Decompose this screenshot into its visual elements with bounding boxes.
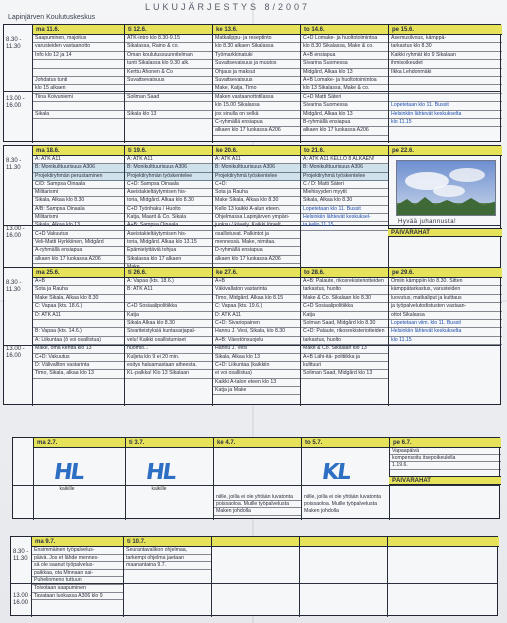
- schedule-entry: tarkastus, huolto: [301, 337, 388, 345]
- schedule-entry: Timo, Midgård. Alkaa klo 8.15: [213, 295, 300, 303]
- week-4-table: [12, 437, 500, 519]
- schedule-entry: D: Välivallton vastarinta: [33, 362, 124, 370]
- day-entries: [389, 35, 502, 127]
- schedule-entry: Sikala: [33, 111, 124, 119]
- schedule-entry: Johdatus tunti: [33, 77, 124, 85]
- schedule-entry: Katja: [301, 312, 388, 320]
- schedule-entry: Sivariteistyksiä kuntasarjapal-: [125, 328, 212, 336]
- schedule-entry: C+D Matti Säteri: [301, 94, 388, 102]
- schedule-entry: alkaen klo 17 luokassa A206: [213, 127, 300, 135]
- schedule-entry: niille, joilla ei ole yhtään luvatonta: [214, 494, 301, 501]
- schedule-entry: kämppätarkastus, varusteiden: [389, 286, 502, 294]
- day-entries: [301, 35, 388, 136]
- schedule-entry: C+D Lomake- ja huoltotoimintoa: [301, 35, 388, 43]
- day-header: to 14.6.: [300, 25, 388, 35]
- schedule-entry: A+B: [213, 278, 300, 286]
- schedule-entry: alkaen klo 17 luokassa A206: [301, 127, 388, 135]
- schedule-entry: Militarismi: [33, 214, 124, 222]
- day-entries: [33, 156, 124, 264]
- day-entries: [301, 278, 388, 379]
- schedule-entry: Saapuminen, majoitus: [33, 35, 124, 43]
- schedule-entry: Maken johdolla: [214, 508, 301, 515]
- day-header: to 28.6.: [300, 268, 388, 278]
- time-label: 8.30 -: [13, 549, 29, 555]
- time-label: 8.30 -: [6, 37, 22, 43]
- day-header: ke 13.6.: [212, 25, 300, 35]
- schedule-entry: A+B Lähi-itä- politiikka ja: [301, 354, 388, 362]
- day-header: pe 29.6.: [388, 268, 502, 278]
- time-label: 13.00 -: [6, 346, 25, 353]
- schedule-entry: juoksu / kävely. Kaikki lörvelt: [213, 222, 300, 230]
- schedule-entry: alkaen klo 17 luokassa A206: [33, 256, 124, 264]
- schedule-entry: Ohjaus ja maksut: [213, 69, 300, 77]
- schedule-entry: Vapaapäivä: [390, 448, 501, 455]
- schedule-entry: niille, joilla ei ole yhtään luvatonta: [304, 494, 381, 500]
- allowance-bar: PÄIVÄRAHAT: [389, 476, 501, 485]
- schedule-entry: [33, 320, 124, 328]
- schedule-entry: sä ole saanut työpalvelus-: [32, 562, 123, 570]
- time-label: 11.30: [6, 287, 21, 293]
- schedule-entry: alkaen klo 17 luokassa A206: [213, 256, 300, 264]
- day-header: pe 15.6.: [388, 25, 502, 35]
- schedule-entry: poissaoloa. Muille työpalvelusta: [304, 500, 377, 507]
- schedule-entry: Tavataan luokassa A306 klo 9: [32, 593, 123, 601]
- day-header: ti 19.6.: [124, 146, 212, 156]
- day-column: [301, 448, 389, 520]
- day-entries: [213, 35, 300, 136]
- schedule-entry: A/B: Sampsa Oinaala: [33, 206, 124, 214]
- schedule-entry: klo 8.30 Sikalassa, Make & co.: [301, 43, 388, 51]
- schedule-entry: varusteiden vastaanotto: [33, 43, 124, 51]
- schedule-entry: Asemusilvous, kämppä-: [389, 35, 502, 43]
- schedule-entry: A+B: [33, 278, 124, 286]
- day-column: [125, 448, 213, 520]
- schedule-entry: ja työpalvelutodistusten vastaan-: [389, 303, 502, 311]
- day-entries: [125, 156, 212, 272]
- schedule-entry: huomio...: [125, 345, 212, 353]
- schedule-entry: Helsinkiin lähtevät keskukselta: [389, 328, 502, 336]
- schedule-entry: Veli-Matti Hyrkkiinen, Midgård: [33, 239, 124, 247]
- photo-caption: Hyvää juhannusta!: [398, 219, 457, 225]
- schedule-entry: Kello 13 kaikki A-alun eteen.: [213, 206, 300, 214]
- schedule-entry: ATK-intro klo 8.30-9.15: [125, 35, 212, 43]
- schedule-entry: Tiina Koivuniemi: [33, 94, 124, 102]
- day-column: [212, 35, 300, 143]
- day-entries: [213, 278, 300, 395]
- day-column: [124, 35, 212, 143]
- schedule-entry: Ensimmäinen työpalvelus-: [32, 547, 123, 555]
- day-entries: [33, 278, 124, 379]
- schedule-entry: Sikala, Alkaa klo 8.30: [33, 197, 124, 205]
- week-5-table: [10, 536, 498, 616]
- day-column: [33, 448, 125, 520]
- schedule-entry: Ilkka Lehdonmäki: [389, 69, 502, 77]
- schedule-entry: tarkastus, huolto: [301, 286, 388, 294]
- day-header: to 21.6.: [300, 146, 388, 156]
- schedule-entry: Hannu J. Vesi, Sikala, klo 8.30: [213, 328, 300, 336]
- schedule-entry: Midgård, Alkaa klo 13: [301, 69, 388, 77]
- day-column: [32, 35, 124, 143]
- schedule-entry: D: ATK A11: [33, 312, 124, 320]
- schedule-entry: velu! Kaikki osallistumiset: [125, 337, 212, 345]
- day-entries: [301, 156, 388, 231]
- day-entries: [125, 35, 212, 119]
- schedule-entry: Sikalassa, Raino & co.: [125, 43, 212, 51]
- time-label: 16.00: [13, 600, 29, 607]
- schedule-entry: [389, 94, 502, 102]
- schedule-entry: kulttuuri: [301, 362, 388, 370]
- schedule-entry: Puhelinmeno tuttuun: [32, 577, 123, 585]
- day-entries: [32, 547, 123, 600]
- day-notes: [302, 494, 389, 515]
- week-1-table: [3, 24, 501, 142]
- day-header: ma 11.6.: [32, 25, 124, 35]
- schedule-entry: Omiin kämppiin klo 8.30. Sitten: [389, 278, 502, 286]
- time-label: 8.30 -: [6, 158, 22, 164]
- day-column: [300, 35, 388, 143]
- holiday-logo-icon: [52, 460, 85, 492]
- schedule-entry: Työmarkkinatuki: [213, 52, 300, 60]
- logo-text: KL: [320, 460, 351, 485]
- schedule-entry: Sikala, Alkaa klo 13: [213, 354, 300, 362]
- schedule-entry: Solman Saad, Midgård klo 8.30: [301, 320, 388, 328]
- schedule-entry: Katja: [125, 312, 212, 320]
- schedule-entry: Sota ja Rauha: [33, 286, 124, 294]
- schedule-entry: [389, 77, 502, 85]
- schedule-entry: tarkempi ohjelma jaetaan: [124, 555, 211, 563]
- schedule-entry: Sivarina Suomessa: [301, 102, 388, 110]
- day-entries: [125, 278, 212, 379]
- schedule-entry: tunti Sikalassa klo 9.30 alk.: [125, 60, 212, 68]
- schedule-entry: C+D: Sampsa Oinaala: [125, 181, 212, 189]
- day-header: [211, 537, 299, 547]
- day-header: [387, 537, 499, 547]
- day-column: [213, 448, 301, 520]
- schedule-entry: klo 15.00 Sikalassa: [213, 102, 300, 110]
- schedule-entry: C+D Sosiaalipolitiikka: [125, 303, 212, 311]
- logo-caption: kaikille: [151, 486, 167, 492]
- schedule-entry: A: ATK A11: [33, 156, 124, 164]
- schedule-entry: esitys haluamastaan aiheesta.: [125, 362, 212, 370]
- schedule-entry: Projektiryhmän perustaminen: [33, 173, 124, 181]
- schedule-entry: D-ryhmällä ensiapua: [213, 247, 300, 255]
- schedule-entry: Toivotaan saapuminen: [32, 585, 123, 593]
- time-label: 13.00 -: [6, 95, 25, 102]
- schedule-entry: Projektiryhmän työskentelee: [125, 173, 212, 181]
- logo-text: HL: [52, 460, 85, 485]
- schedule-entry: C+D:: [213, 181, 300, 189]
- time-label: 11.30: [6, 165, 21, 171]
- day-header: pe 6.7.: [389, 438, 501, 448]
- schedule-entry: C+D Vakuutus: [33, 231, 124, 239]
- day-header: ti 3.7.: [125, 438, 213, 448]
- schedule-entry: Make, Katja, Timo: [213, 85, 300, 93]
- schedule-entry: Hannu J. Vesi: [213, 345, 300, 353]
- schedule-entry: Aseistakieltäytymisen his-: [125, 189, 212, 197]
- organization-name: Lapinjärven Koulutuskeskus: [8, 14, 96, 21]
- schedule-entry: Matkalippu- ja reseptinto: [213, 35, 300, 43]
- schedule-entry: [33, 60, 124, 68]
- schedule-entry: klo 11.15: [389, 337, 502, 345]
- schedule-entry: osallistuvat. Palkintot ja: [213, 231, 300, 239]
- schedule-entry: poissaoloa. Muille työpalvelusta: [214, 501, 301, 508]
- schedule-entry: Sota ja Rauha: [213, 189, 300, 197]
- schedule-entry: Katja ja Make: [213, 387, 300, 395]
- day-column: [388, 35, 502, 143]
- day-entries: [390, 448, 501, 470]
- schedule-entry: A+B: Sampsa Oinaala: [125, 222, 212, 230]
- schedule-entry: [125, 295, 212, 303]
- day-entries: [213, 156, 300, 264]
- schedule-entry: Sikala Alkaa klo 8.30: [125, 320, 212, 328]
- schedule-entry: ei voi osallistua): [213, 370, 300, 378]
- day-column: [211, 547, 299, 617]
- schedule-entry: [125, 102, 212, 110]
- day-entries: [389, 278, 502, 345]
- schedule-entry: Väkivallaton vastarinta: [213, 286, 300, 294]
- schedule-entry: Miehisyyden myytit: [301, 189, 388, 197]
- schedule-entry: A-ryhmällä ensiapua: [33, 247, 124, 255]
- schedule-entry: Suvaitsevaisuus: [213, 77, 300, 85]
- allowance-bar: PÄIVÄRAHAT: [388, 228, 502, 237]
- day-entries: [33, 35, 124, 119]
- time-label: 16.00: [6, 102, 22, 109]
- schedule-entry: Sikala, Alkaa klo 8.30: [301, 197, 388, 205]
- schedule-entry: C+D: Sivariopainen: [213, 320, 300, 328]
- schedule-entry: Soliman Saad, Midgård klo 13: [301, 370, 388, 378]
- page-title: LUKUJÄRJESTYS 8/2007: [145, 2, 311, 12]
- holiday-logo-icon: [144, 460, 177, 492]
- schedule-entry: Kaikki ryhmät klo 9 Sikalaan: [389, 52, 502, 60]
- schedule-entry: C: Vapaa (kts. 18.6.): [33, 303, 124, 311]
- day-header: ke 20.6.: [212, 146, 300, 156]
- schedule-entry: päivä. Jos et lähde mennes-: [32, 555, 123, 563]
- schedule-entry: toria, Midgård. Alkaa klo 8.30: [125, 197, 212, 205]
- schedule-entry: Sikala, Alkaa klo 13: [33, 222, 124, 230]
- schedule-entry: A: Vapaa (kts. 18.6.): [125, 278, 212, 286]
- schedule-entry: Make, oma kenttä klo 13: [33, 345, 124, 353]
- schedule-entry: Projektiryhmä työskentelee: [213, 173, 300, 181]
- time-label: 11.30: [13, 556, 28, 562]
- schedule-entry: [389, 85, 502, 93]
- schedule-entry: [125, 85, 212, 93]
- day-entries: [214, 494, 301, 516]
- schedule-entry: C / D: Matti Säteri: [301, 181, 388, 189]
- schedule-entry: toria, Midgård. Alkaa klo 13.15: [125, 239, 212, 247]
- schedule-entry: ta kello 11.15: [301, 222, 388, 230]
- schedule-entry: A: ATK A11: [213, 156, 300, 164]
- schedule-entry: C+D Sosiaalipolitiikka: [301, 303, 388, 311]
- schedule-entry: B: Monikulttuurisuus A306: [33, 164, 124, 172]
- day-header: ti 12.6.: [124, 25, 212, 35]
- logo-caption: kaikille: [59, 486, 75, 492]
- schedule-entry: Make Sikala, Alkaa klo 8.30: [33, 295, 124, 303]
- day-header: ke 27.6.: [212, 268, 300, 278]
- day-column: [31, 547, 123, 617]
- day-header: ti 26.6.: [124, 268, 212, 278]
- day-header: ma 25.6.: [32, 268, 124, 278]
- schedule-entry: C+D: Vakuutus: [33, 354, 124, 362]
- schedule-entry: kompensoitu itsepoikeulella: [390, 455, 501, 462]
- schedule-entry: D: ATK A11: [213, 312, 300, 320]
- day-header: to 5.7.: [301, 438, 389, 448]
- day-header: pe 22.6.: [388, 146, 502, 156]
- schedule-entry: Seurantavalikon ohjelmaa,: [124, 547, 211, 555]
- schedule-entry: Suvaitsevaisuus ja muutos: [213, 60, 300, 68]
- day-column: [300, 278, 388, 406]
- schedule-entry: Lopetetaan klo 11. Bussit: [301, 206, 388, 214]
- schedule-entry: B: Monikulttuurisuus A306: [125, 164, 212, 172]
- day-header: ma 2.7.: [33, 438, 125, 448]
- time-column: [4, 280, 31, 404]
- schedule-entry: A: Liikuntaa (ō voi osallistua): [33, 337, 124, 345]
- schedule-entry: C: Vapaa (kts. 19.6.): [213, 303, 300, 311]
- schedule-entry: klo 15 alkaen: [33, 85, 124, 93]
- schedule-entry: B: Monikulttuurisuus A306: [213, 164, 300, 172]
- schedule-entry: Kuljeta klo 9 ei 20 min.: [125, 354, 212, 362]
- schedule-entry: Ohjelmassa Lapinjärven ympäri-: [213, 214, 300, 222]
- week-3-table: [3, 267, 501, 405]
- day-column: [124, 278, 212, 406]
- schedule-entry: Kaikki A-talon eteen klo 13: [213, 379, 300, 387]
- schedule-entry: A: ATK A11: [125, 156, 212, 164]
- time-label: 16.00: [6, 233, 22, 240]
- schedule-entry: C+D Työnhaku / Huolto: [125, 206, 212, 214]
- schedule-entry: C+D: Liikuntaa (kaikkiin: [213, 362, 300, 370]
- schedule-entry: Sikalassa klo 17 alkaen: [125, 256, 212, 264]
- schedule-entry: paikkaa, ota Minnaan sai-: [32, 570, 123, 578]
- schedule-entry: C/D: Sampsa Oinaala: [33, 181, 124, 189]
- day-column: [387, 547, 499, 617]
- schedule-entry: B: ATK A11: [125, 286, 212, 294]
- time-column: [4, 37, 31, 141]
- schedule-entry: Katja, Maarit & Co. Sikala: [125, 214, 212, 222]
- schedule-entry: C+D: Palaute, rikosrekisteriotteiden: [301, 328, 388, 336]
- day-header: ma 18.6.: [32, 146, 124, 156]
- time-label: 16.00: [6, 353, 22, 360]
- logo-text: HL: [144, 460, 177, 485]
- schedule-entry: Info klo 12 ja 14: [33, 52, 124, 60]
- schedule-entry: A: ATK A11 KELLO 8 ALKAEN!: [301, 156, 388, 164]
- day-column: [299, 547, 387, 617]
- schedule-entry: A+B: Väestönsuojelu: [213, 337, 300, 345]
- holiday-logo-icon: [320, 460, 351, 492]
- day-header: [299, 537, 387, 547]
- schedule-entry: Projektiryhmä työskentelee: [301, 173, 388, 181]
- schedule-entry: Aseistakieltäytymisen his-: [125, 231, 212, 239]
- schedule-entry: B: Vapaa (kts. 14.6.): [33, 328, 124, 336]
- midsummer-photo: [396, 160, 496, 216]
- schedule-entry: Maken vastaanottotilassa: [213, 94, 300, 102]
- day-column: [388, 278, 502, 406]
- schedule-entry: Midgård, Alkaa klo 13: [301, 111, 388, 119]
- day-column: [212, 278, 300, 406]
- schedule-entry: ottot Sikalassa: [389, 312, 502, 320]
- schedule-entry: ihmisoikeudet: [389, 60, 502, 68]
- schedule-entry: Sivarina Suomessa: [301, 60, 388, 68]
- time-label: 11.30: [6, 44, 21, 50]
- schedule-entry: Make & Co. Sikalaan klo 8.30: [301, 295, 388, 303]
- day-header: ma 9.7.: [31, 537, 123, 547]
- schedule-entry: [33, 69, 124, 77]
- time-label: 13.00 -: [6, 226, 25, 233]
- day-header: ke 4.7.: [213, 438, 301, 448]
- schedule-entry: maanantaina 9.7.: [124, 562, 211, 570]
- schedule-entry: B: Monikulttuurisuus A306: [301, 164, 388, 172]
- schedule-entry: klo 8.30 alkaen Sikalassa: [213, 43, 300, 51]
- day-column: [123, 547, 211, 617]
- schedule-entry: Sikala klo 13: [125, 111, 212, 119]
- schedule-entry: Helsinkiin lähtevät keskuksel-: [301, 214, 388, 222]
- time-label: 13.00 -: [13, 593, 32, 600]
- schedule-entry: Timo, Sikala, alkaa klo 13: [33, 370, 124, 378]
- schedule-entry: KL-palkka! Klo 13 Sikalaan: [125, 370, 212, 378]
- day-column: [32, 278, 124, 406]
- schedule-entry: jos sinulla on selkä: [213, 111, 300, 119]
- schedule-entry: B-ryhmällä ensiapua: [301, 119, 388, 127]
- schedule-entry: A+B: Palaute, rikosrekisteriotteiden: [301, 278, 388, 286]
- schedule-entry: Suvaitsevaisuus: [125, 77, 212, 85]
- day-header: ti 10.7.: [123, 537, 211, 547]
- schedule-entry: Epämielyttäviä tohjua: [125, 247, 212, 255]
- time-label: 8.30 -: [6, 280, 22, 286]
- schedule-entry: A+B Lomake- ja huoltotoimintoa: [301, 77, 388, 85]
- schedule-entry: Make & Co. Sikalaan klo 13: [301, 345, 388, 353]
- day-entries: [124, 547, 211, 570]
- schedule-entry: A+B ensiapua: [301, 52, 388, 60]
- schedule-entry: Maken johdolla: [304, 507, 339, 514]
- schedule-entry: Soliman Saad: [125, 94, 212, 102]
- schedule-entry: mennessä. Make, nimitaa.: [213, 239, 300, 247]
- schedule-entry: C-ryhmällä ensiapua: [213, 119, 300, 127]
- schedule-entry: Kerttu Ahonen & Co: [125, 69, 212, 77]
- schedule-entry: Oman koulutussuunnitelman: [125, 52, 212, 60]
- schedule-entry: klo 13 Sikalassa, Make & co.: [301, 85, 388, 93]
- schedule-entry: Militarismi: [33, 189, 124, 197]
- schedule-entry: Lopetetaan viim. klo 11. Bussit: [389, 320, 502, 328]
- schedule-entry: 1.19.6.: [390, 462, 501, 469]
- schedule-entry: Lopetetaan klo 11. Bussit: [389, 102, 502, 110]
- schedule-entry: [33, 102, 124, 110]
- schedule-entry: tarkastus klo 8.30: [389, 43, 502, 51]
- schedule-entry: klo 11.15: [389, 119, 502, 127]
- schedule-entry: luovutus, matkaliput ja kuittaus: [389, 295, 502, 303]
- schedule-entry: Make Sikala, Alkaa klo 8.30: [213, 197, 300, 205]
- schedule-entry: Helsinkiin lähtevät keskukselta: [389, 111, 502, 119]
